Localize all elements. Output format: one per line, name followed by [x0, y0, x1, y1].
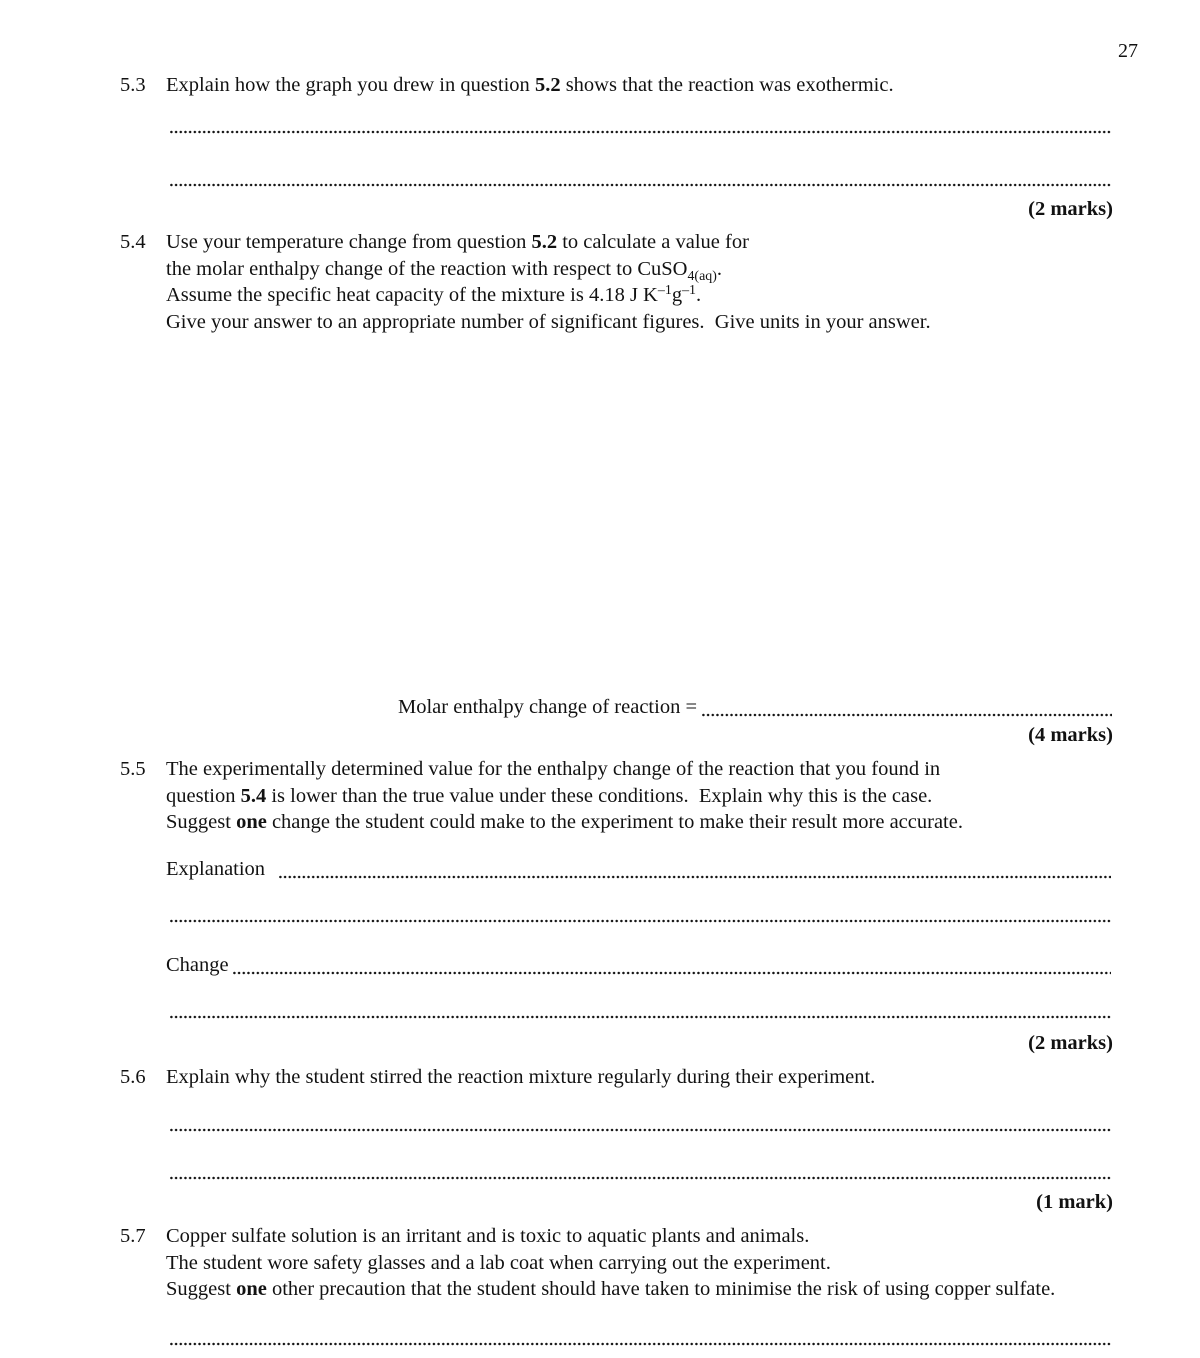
question-text	[166, 756, 1130, 836]
question-5-6	[120, 1064, 1112, 1091]
question-5-7	[120, 1223, 1130, 1303]
question-text: Explain why the student stirred the reaction mixture regularly during their experiment.	[166, 1066, 876, 1088]
emphasis-bold: one	[236, 811, 267, 834]
question-text-segment: Suggest	[166, 1278, 237, 1301]
question-text-segment: the molar enthalpy change of the reaction with respect to CuSO	[166, 257, 688, 280]
question-5-4	[120, 229, 1130, 335]
emphasis-bold: one	[236, 1278, 267, 1301]
answer-line	[170, 130, 1111, 134]
question-line: The student wore safety glasses and a lab coat when carrying out the experiment.	[166, 1251, 831, 1274]
question-number: 5.3	[120, 74, 146, 96]
question-number: 5.7	[120, 1225, 146, 1247]
question-text-segment: Suggest	[166, 811, 237, 834]
question-5-3	[120, 72, 1112, 99]
question-5-5	[120, 756, 1130, 836]
answer-line	[233, 971, 1111, 975]
question-text-segment: question	[166, 784, 241, 807]
explanation-answer-row	[166, 856, 1111, 883]
question-text-segment: Assume the specific heat capacity of the mixture is 4.18 J K	[166, 284, 658, 307]
question-text-segment: change the student could make to the experiment to make their result more accurate.	[266, 811, 963, 834]
question-text	[166, 1223, 1130, 1303]
chemical-subscript: 4(aq)	[687, 268, 717, 284]
question-ref-bold: 5.2	[531, 231, 558, 253]
question-text-segment: is lower than the true value under these conditions. Explain why this is the case.	[266, 784, 933, 807]
answer-line	[170, 919, 1111, 923]
question-line: Give your answer to an appropriate number of significant figures. Give units in your answer.	[166, 310, 931, 333]
explanation-label: Explanation	[166, 858, 266, 880]
page-number: 27	[1118, 40, 1138, 62]
question-text-segment: shows that the reaction was exothermic.	[560, 74, 894, 96]
unit-superscript: –1	[682, 283, 696, 299]
question-line: Copper sulfate solution is an irritant and is toxic to aquatic plants and animals.	[166, 1225, 810, 1247]
question-line	[166, 1276, 1130, 1303]
question-line	[166, 282, 1130, 309]
question-ref-bold: 5.4	[240, 784, 267, 807]
question-number: 5.6	[120, 1066, 146, 1088]
answer-line	[170, 1015, 1111, 1019]
answer-line	[279, 875, 1111, 879]
marks-label: (1 mark)	[1036, 1191, 1113, 1213]
question-text-segment: other precaution that the student should have taken to minimise the risk of using copper sulfate.	[266, 1278, 1056, 1301]
answer-line	[170, 1176, 1111, 1180]
question-number: 5.5	[120, 758, 146, 780]
question-line	[166, 783, 1130, 810]
answer-line	[170, 1128, 1111, 1132]
molar-enthalpy-answer-row	[398, 694, 1112, 721]
question-text-segment: Explain how the graph you drew in question	[166, 74, 535, 96]
question-text-segment: Use your temperature change from question	[166, 231, 532, 253]
question-text-segment: to calculate a value for	[557, 231, 749, 253]
answer-line	[170, 183, 1111, 187]
marks-label: (2 marks)	[1028, 198, 1113, 220]
question-number: 5.4	[120, 231, 146, 253]
question-text	[166, 229, 1130, 335]
question-line: The experimentally determined value for the enthalpy change of the reaction that you found in	[166, 758, 941, 780]
unit-superscript: –1	[657, 283, 672, 299]
marks-label: (4 marks)	[1028, 724, 1113, 746]
question-line	[166, 229, 1130, 256]
answer-line	[702, 713, 1112, 717]
marks-label: (2 marks)	[1028, 1032, 1113, 1054]
question-line	[166, 256, 1130, 283]
question-ref-bold: 5.2	[534, 74, 561, 96]
change-label: Change	[166, 954, 229, 976]
question-text-segment: g	[671, 284, 683, 307]
answer-line	[170, 1342, 1111, 1346]
question-text-segment: .	[696, 284, 702, 307]
question-line	[166, 809, 1130, 836]
answer-label: Molar enthalpy change of reaction =	[398, 696, 703, 718]
question-text-segment: .	[716, 257, 722, 280]
question-text	[166, 72, 1112, 99]
change-answer-row	[166, 952, 1111, 979]
